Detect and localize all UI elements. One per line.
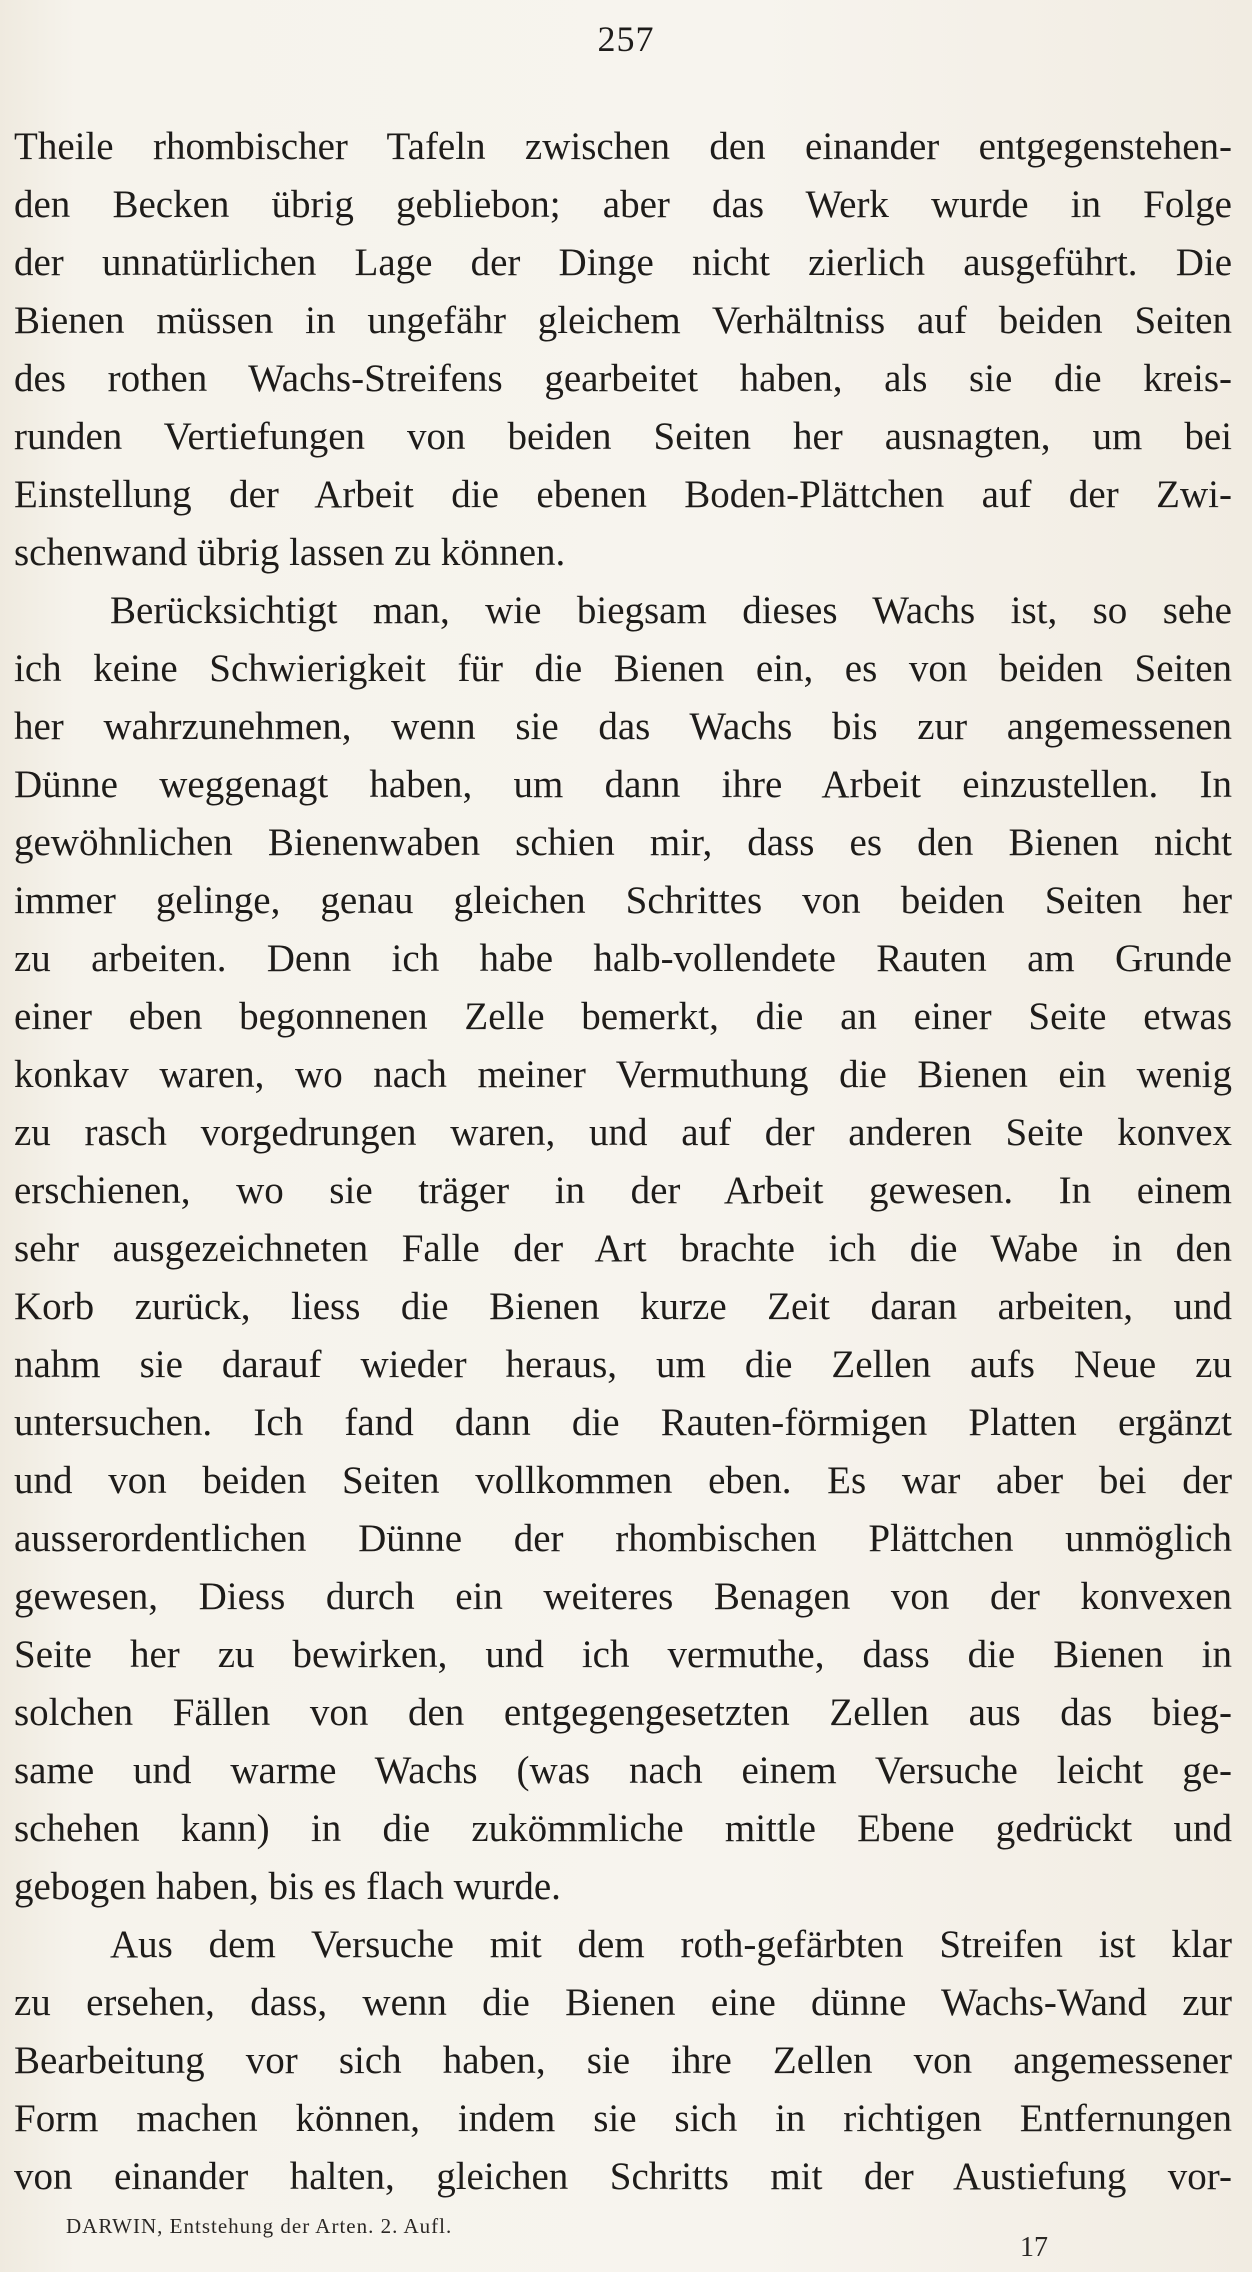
text-line: des rothen Wachs-Streifens gearbeitet haben, als sie die kreis-: [14, 357, 1232, 400]
text-line: Bienen müssen in ungefähr gleichem Verhältniss auf beiden Seiten: [14, 299, 1232, 342]
body-text: [14, 118, 1232, 2206]
paragraph-2: [14, 582, 1232, 1916]
text-line: Korb zurück, liess die Bienen kurze Zeit daran arbeiten, und: [14, 1285, 1232, 1328]
text-line: her wahrzunehmen, wenn sie das Wachs bis zur angemessenen: [14, 705, 1232, 748]
text-line: schenwand übrig lassen zu können.: [14, 531, 566, 574]
text-line: solchen Fällen von den entgegengesetzten Zellen aus das bieg-: [14, 1691, 1232, 1734]
text-line: runden Vertiefungen von beiden Seiten her ausnagten, um bei: [14, 415, 1232, 458]
text-line: ich keine Schwierigkeit für die Bienen ein, es von beiden Seiten: [14, 647, 1232, 690]
text-line: erschienen, wo sie träger in der Arbeit gewesen. In einem: [14, 1169, 1232, 1212]
text-line: Aus dem Versuche mit dem roth-gefärbten Streifen ist klar: [110, 1923, 1232, 1966]
text-line: zu rasch vorgedrungen waren, und auf der anderen Seite konvex: [14, 1111, 1232, 1154]
text-line: schehen kann) in die zukömmliche mittle Ebene gedrückt und: [14, 1807, 1232, 1850]
paragraph-3: [14, 1916, 1232, 2206]
sheet-number: 17: [1020, 2232, 1048, 2263]
text-line: immer gelinge, genau gleichen Schrittes von beiden Seiten her: [14, 879, 1232, 922]
text-line: Theile rhombischer Tafeln zwischen den einander entgegenstehen-: [14, 125, 1232, 168]
text-line: gewöhnlichen Bienenwaben schien mir, dass es den Bienen nicht: [14, 821, 1232, 864]
paragraph-1: [14, 118, 1232, 582]
text-line: Seite her zu bewirken, und ich vermuthe, dass die Bienen in: [14, 1633, 1232, 1676]
page-number: 257: [597, 19, 655, 59]
text-line: gebogen haben, bis es flach wurde.: [14, 1865, 561, 1908]
text-line: der unnatürlichen Lage der Dinge nicht zierlich ausgeführt. Die: [14, 241, 1232, 284]
text-line: von einander halten, gleichen Schritts mit der Austiefung vor-: [14, 2155, 1232, 2198]
text-line: zu ersehen, dass, wenn die Bienen eine dünne Wachs-Wand zur: [14, 1981, 1232, 2024]
text-line: und von beiden Seiten vollkommen eben. Es war aber bei der: [14, 1459, 1232, 1502]
text-line: zu arbeiten. Denn ich habe halb-vollendete Rauten am Grunde: [14, 937, 1232, 980]
text-line: Form machen können, indem sie sich in richtigen Entfernungen: [14, 2097, 1232, 2140]
text-line: Einstellung der Arbeit die ebenen Boden-Plättchen auf der Zwi-: [14, 473, 1232, 516]
text-line: Dünne weggenagt haben, um dann ihre Arbeit einzustellen. In: [14, 763, 1232, 806]
signature-line: DARWIN, Entstehung der Arten. 2. Aufl.: [66, 2214, 453, 2238]
text-line: den Becken übrig gebliebon; aber das Werk wurde in Folge: [14, 183, 1232, 226]
text-line: same und warme Wachs (was nach einem Versuche leicht ge-: [14, 1749, 1232, 1792]
text-line: sehr ausgezeichneten Falle der Art brachte ich die Wabe in den: [14, 1227, 1232, 1270]
text-line: Berücksichtigt man, wie biegsam dieses Wachs ist, so sehe: [110, 589, 1232, 632]
text-line: gewesen, Diess durch ein weiteres Benagen von der konvexen: [14, 1575, 1232, 1618]
text-line: konkav waren, wo nach meiner Vermuthung die Bienen ein wenig: [14, 1053, 1232, 1096]
text-line: nahm sie darauf wieder heraus, um die Zellen aufs Neue zu: [14, 1343, 1232, 1386]
text-line: untersuchen. Ich fand dann die Rauten-förmigen Platten ergänzt: [14, 1401, 1232, 1444]
text-line: einer eben begonnenen Zelle bemerkt, die an einer Seite etwas: [14, 995, 1232, 1038]
text-line: ausserordentlichen Dünne der rhombischen Plättchen unmöglich: [14, 1517, 1232, 1560]
text-line: Bearbeitung vor sich haben, sie ihre Zellen von angemessener: [14, 2039, 1232, 2082]
